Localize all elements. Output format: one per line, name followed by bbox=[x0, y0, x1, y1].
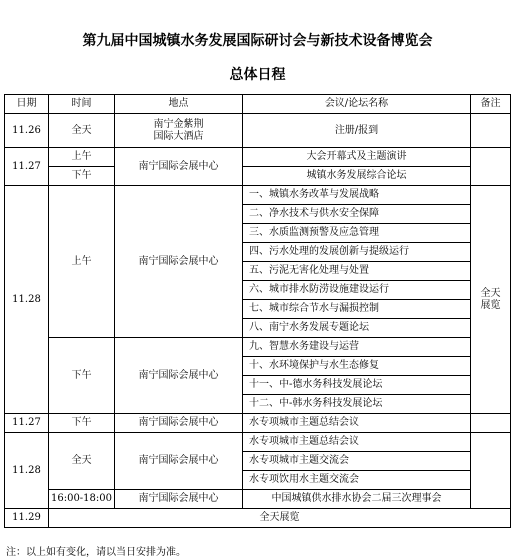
table-row bbox=[5, 338, 511, 357]
time-cell: 下午 bbox=[49, 338, 115, 414]
table-row bbox=[5, 167, 511, 186]
time-cell: 下午 bbox=[49, 414, 115, 433]
place-cell: 南宁国际会展中心 bbox=[115, 338, 243, 414]
place-line: 南宁金紫荆 bbox=[153, 118, 204, 130]
forum-cell: 十、水环境保护与水生态修复 bbox=[243, 357, 471, 376]
forum-cell: 九、智慧水务建设与运营 bbox=[243, 338, 471, 357]
footnote: 注：以上如有变化，请以当日安排为准。 bbox=[6, 547, 186, 558]
time-cell: 16:00-18:00 bbox=[49, 490, 115, 509]
table-row bbox=[5, 433, 511, 452]
table-row bbox=[5, 186, 511, 205]
place-line: 国际大酒店 bbox=[153, 130, 204, 142]
schedule-table bbox=[4, 94, 511, 528]
event-cell: 水专项城市主题总结会议 bbox=[243, 433, 471, 452]
remark-cell bbox=[471, 148, 511, 186]
time-cell: 下午 bbox=[49, 167, 115, 186]
header-name: 会议/论坛名称 bbox=[243, 95, 471, 114]
event-cell: 大会开幕式及主题演讲 bbox=[243, 148, 471, 167]
event-cell: 全天展览 bbox=[49, 509, 511, 528]
forum-cell: 一、城镇水务改革与发展战略 bbox=[243, 186, 471, 205]
remark-cell bbox=[471, 414, 511, 433]
place-cell: 南宁国际会展中心 bbox=[115, 186, 243, 338]
forum-cell: 八、南宁水务发展专题论坛 bbox=[243, 319, 471, 338]
date-cell: 11.26 bbox=[5, 114, 49, 148]
place-cell: 南宁国际会展中心 bbox=[115, 490, 243, 509]
forum-cell: 四、污水处理的发展创新与提级运行 bbox=[243, 243, 471, 262]
document-subtitle: 总体日程 bbox=[229, 67, 286, 83]
table-row bbox=[5, 414, 511, 433]
date-cell: 11.28 bbox=[5, 433, 49, 509]
forum-cell: 三、水质监测预警及应急管理 bbox=[243, 224, 471, 243]
event-cell: 中国城镇供水排水协会二届三次理事会 bbox=[243, 490, 471, 509]
forum-cell: 五、污泥无害化处理与处置 bbox=[243, 262, 471, 281]
place-cell: 南宁国际会展中心 bbox=[115, 433, 243, 490]
event-cell: 水专项城市主题总结会议 bbox=[243, 414, 471, 433]
document-title: 第九届中国城镇水务发展国际研讨会与新技术设备博览会 bbox=[82, 33, 433, 49]
table-row bbox=[5, 148, 511, 167]
header-time: 时间 bbox=[49, 95, 115, 114]
date-cell: 11.28 bbox=[5, 186, 49, 414]
time-cell: 全天 bbox=[49, 114, 115, 148]
forum-cell: 十二、中-韩水务科技发展论坛 bbox=[243, 395, 471, 414]
date-cell: 11.29 bbox=[5, 509, 49, 528]
time-cell: 上午 bbox=[49, 186, 115, 338]
time-cell: 上午 bbox=[49, 148, 115, 167]
place-cell bbox=[115, 114, 243, 148]
table-row bbox=[5, 509, 511, 528]
time-cell: 全天 bbox=[49, 433, 115, 490]
date-cell: 11.27 bbox=[5, 414, 49, 433]
remark-line: 展览 bbox=[480, 299, 501, 311]
forum-cell: 二、净水技术与供水安全保障 bbox=[243, 205, 471, 224]
event-cell: 注册/报到 bbox=[243, 114, 471, 148]
event-cell: 城镇水务发展综合论坛 bbox=[243, 167, 471, 186]
header-date: 日期 bbox=[5, 95, 49, 114]
remark-cell bbox=[471, 433, 511, 509]
event-cell: 水专项饮用水主题交流会 bbox=[243, 471, 471, 490]
forum-cell: 六、城市排水防涝设施建设运行 bbox=[243, 281, 471, 300]
forum-cell: 十一、中-德水务科技发展论坛 bbox=[243, 376, 471, 395]
date-cell: 11.27 bbox=[5, 148, 49, 186]
remark-cell bbox=[471, 114, 511, 148]
place-cell: 南宁国际会展中心 bbox=[115, 148, 243, 186]
event-cell: 水专项城市主题交流会 bbox=[243, 452, 471, 471]
forum-cell: 七、城市综合节水与漏损控制 bbox=[243, 300, 471, 319]
header-remark: 备注 bbox=[471, 95, 511, 114]
place-cell: 南宁国际会展中心 bbox=[115, 414, 243, 433]
remark-line: 全天 bbox=[480, 287, 501, 299]
table-row bbox=[5, 490, 511, 509]
table-row bbox=[5, 114, 511, 148]
table-header-row bbox=[5, 95, 511, 114]
remark-cell bbox=[471, 186, 511, 414]
header-place: 地点 bbox=[115, 95, 243, 114]
